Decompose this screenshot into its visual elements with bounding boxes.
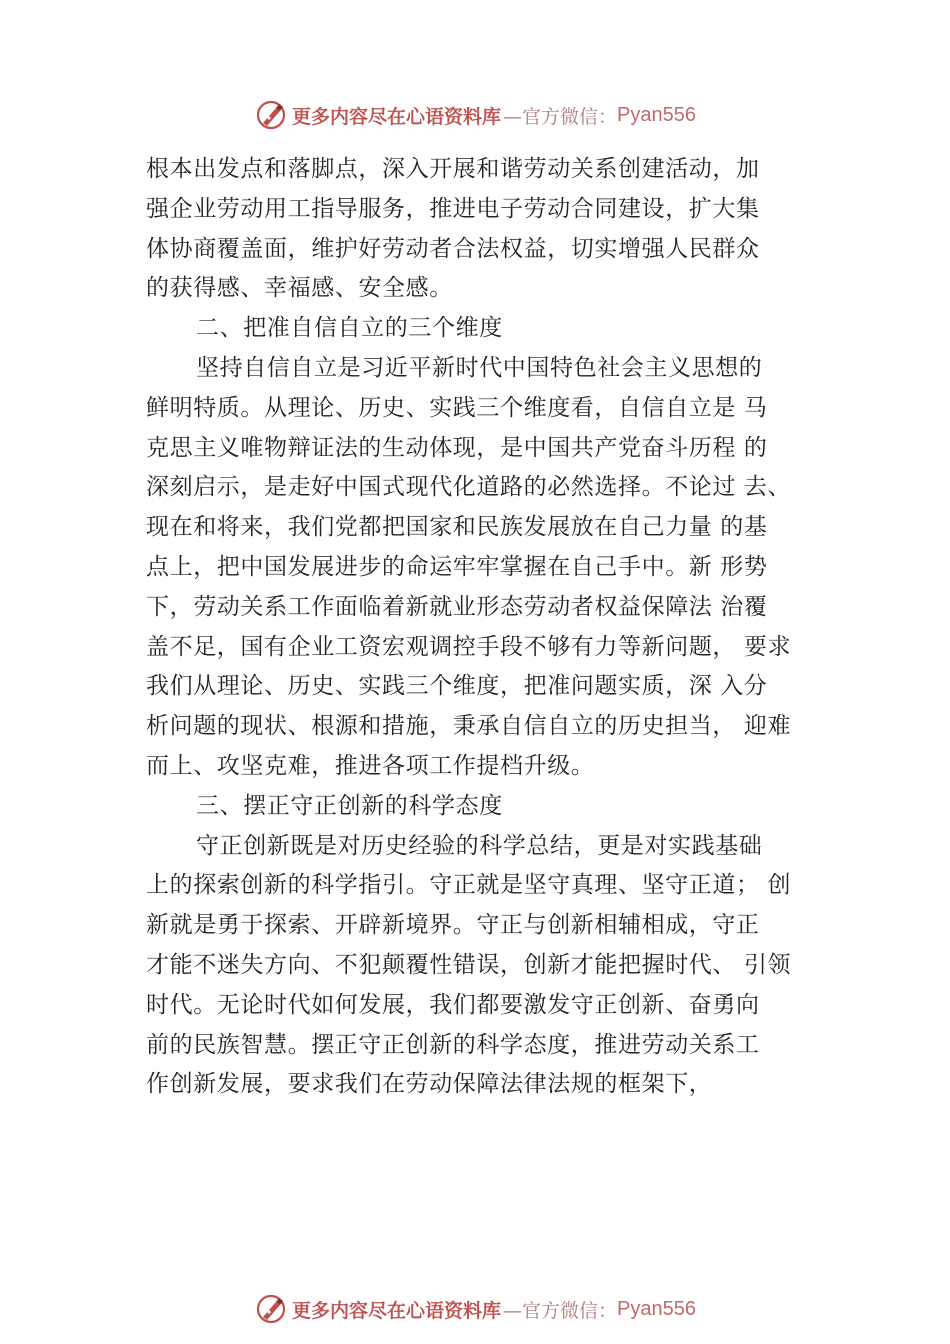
paragraph-line: 克思主义唯物辩证法的生动体现，是中国共产党奋斗历程 的: [146, 434, 768, 461]
paragraph-line: 我们从理论、历史、实践三个维度，把准问题实质，深 入分: [146, 673, 768, 700]
footer-wechat-id: Pyan556: [617, 1297, 696, 1320]
paragraph-line: 的获得感、幸福感、安全感。: [146, 275, 453, 302]
paragraph-line: 体协商覆盖面，维护好劳动者合法权益，切实增强人民群众: [146, 235, 760, 262]
paragraph-first-line: 守正创新既是对历史经验的科学总结，更是对实践基础: [196, 832, 763, 859]
header-banner: [0, 95, 950, 135]
paragraph-line: 作创新发展，要求我们在劳动保障法律法规的框架下，: [146, 1071, 713, 1098]
header-brand-text: 更多内容尽在心语资料库: [292, 105, 502, 128]
paragraph-line: 点上，把中国发展进步的命运牢牢掌握在自己手中。新 形势: [146, 553, 768, 580]
paragraph-first-line: 二、把准自信自立的三个维度: [196, 315, 503, 342]
pen-nib-logo-icon: [254, 1292, 288, 1326]
paragraph-line: 新就是勇于探索、开辟新境界。守正与创新相辅相成，守正: [146, 912, 760, 939]
paragraph-line: 前的民族智慧。摆正守正创新的科学态度，推进劳动关系工: [146, 1031, 760, 1058]
footer-banner: [0, 1289, 950, 1329]
footer-brand-text: 更多内容尽在心语资料库: [292, 1299, 502, 1322]
paragraph-line: 时代。无论时代如何发展，我们都要激发守正创新、奋勇向: [146, 991, 760, 1018]
pen-nib-logo-icon: [254, 98, 288, 132]
paragraph-line: 根本出发点和落脚点，深入开展和谐劳动关系创建活动，加: [146, 156, 760, 182]
paragraph-line: 强企业劳动用工指导服务，推进电子劳动合同建设，扩大集: [146, 195, 760, 222]
paragraph-line: 鲜明特质。从理论、历史、实践三个维度看，自信自立是 马: [146, 394, 768, 421]
paragraph-first-line: 三、摆正守正创新的科学态度: [196, 792, 503, 819]
header-separator-text: —官方微信：: [503, 105, 618, 128]
footer-separator-text: —官方微信：: [503, 1299, 618, 1322]
paragraph-line: 现在和将来，我们党都把国家和民族发展放在自己力量 的基: [146, 514, 768, 541]
paragraph-first-line: 坚持自信自立是习近平新时代中国特色社会主义思想的: [196, 354, 763, 381]
paragraph-line: 才能不迷失方向、不犯颠覆性错误，创新才能把握时代、 引领: [146, 951, 792, 978]
document-body: [146, 150, 836, 1105]
header-wechat-id: Pyan556: [617, 103, 696, 126]
paragraph-line: 析问题的现状、根源和措施，秉承自信自立的历史担当， 迎难: [146, 713, 792, 740]
paragraph-line: 上的探索创新的科学指引。守正就是坚守真理、坚守正道； 创: [146, 872, 792, 899]
paragraph-line: 盖不足，国有企业工资宏观调控手段不够有力等新问题， 要求: [146, 633, 792, 660]
paragraph-line: 深刻启示，是走好中国式现代化道路的必然选择。不论过 去、: [146, 474, 792, 501]
paragraph-line: 下，劳动关系工作面临着新就业形态劳动者权益保障法 治覆: [146, 593, 768, 620]
paragraph-line: 而上、攻坚克难，推进各项工作提档升级。: [146, 752, 595, 779]
